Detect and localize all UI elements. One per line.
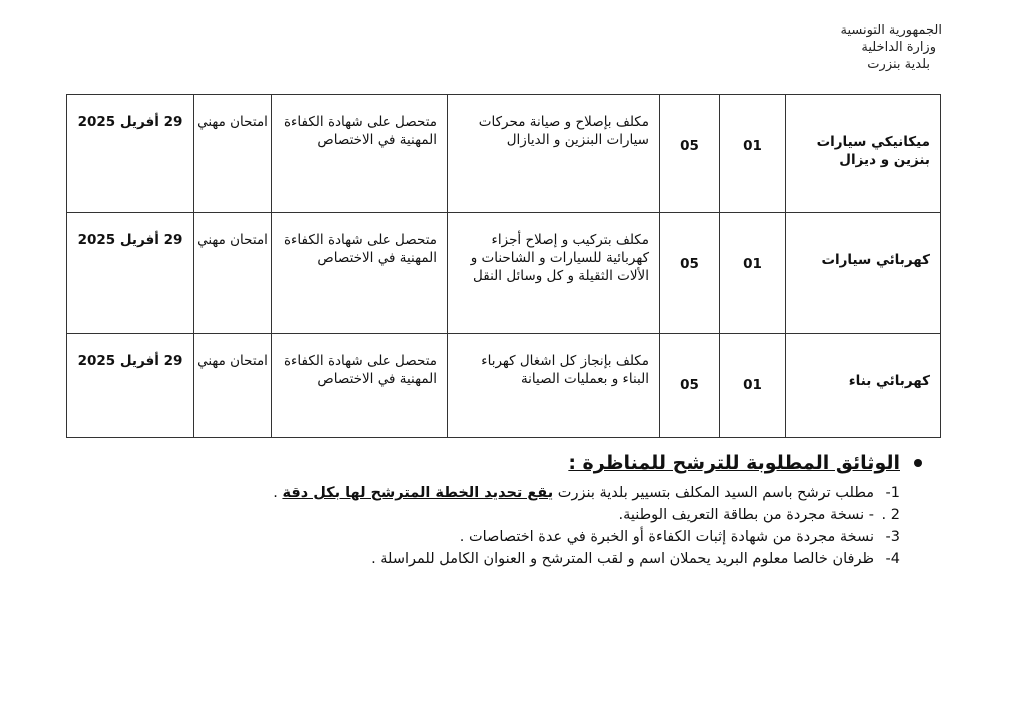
qualification-cell: متحصل على شهادة الكفاءة المهنية في الاختصاص bbox=[272, 213, 448, 334]
date-cell: 29 أفريل 2025 bbox=[67, 213, 194, 334]
grade-cell: 05 bbox=[660, 95, 720, 213]
item-number: 1- bbox=[885, 485, 900, 501]
table-row bbox=[67, 213, 941, 334]
task-cell: مكلف بإنجاز كل اشغال كهرباء البناء و بعمليات الصيانة bbox=[448, 334, 660, 438]
specialty-cell: ميكانيكي سيارات بنزين و ديزال bbox=[786, 95, 941, 213]
item-tail: . bbox=[273, 485, 283, 501]
exam-cell: امتحان مهني bbox=[194, 334, 272, 438]
qualification-cell: متحصل على شهادة الكفاءة المهنية في الاختصاص bbox=[272, 334, 448, 438]
positions-table bbox=[66, 94, 941, 438]
exam-cell: امتحان مهني bbox=[194, 95, 272, 213]
bullet-icon bbox=[914, 459, 922, 467]
item-text: ظرفان خالصا معلوم البريد يحملان اسم و لقب المترشح و العنوان الكامل للمراسلة . bbox=[371, 551, 874, 567]
table-row bbox=[67, 334, 941, 438]
task-cell: مكلف بتركيب و إصلاح أجزاء كهربائية للسيارات و الشاحنات و الألات الثقيلة و كل وسائل النقل bbox=[448, 213, 660, 334]
count-cell: 01 bbox=[720, 334, 786, 438]
item-number: 4- bbox=[885, 551, 900, 567]
count-cell: 01 bbox=[720, 213, 786, 334]
ministry-line: وزارة الداخلية bbox=[861, 40, 936, 55]
republic-line: الجمهورية التونسية bbox=[840, 23, 942, 38]
grade-cell: 05 bbox=[660, 334, 720, 438]
municipality-line: بلدية بنزرت bbox=[867, 57, 930, 72]
item-text: - نسخة مجردة من بطاقة التعريف الوطنية. bbox=[618, 507, 874, 523]
list-item bbox=[280, 548, 900, 570]
item-text: مطلب ترشح باسم السيد المكلف بتسيير بلدية بنزرت bbox=[553, 485, 874, 501]
table-row bbox=[67, 95, 941, 213]
letterhead bbox=[840, 22, 942, 73]
item-number: 3- bbox=[885, 529, 900, 545]
grade-cell: 05 bbox=[660, 213, 720, 334]
documents-title: الوثائق المطلوبة للترشح للمناظرة : bbox=[568, 452, 900, 474]
documents-heading bbox=[280, 452, 900, 474]
task-cell: مكلف بإصلاح و صيانة محركات سيارات البنزين و الديازال bbox=[448, 95, 660, 213]
item-text: نسخة مجردة من شهادة إثبات الكفاءة أو الخبرة في عدة اختصاصات . bbox=[459, 529, 874, 545]
specialty-cell: كهربائي سيارات bbox=[786, 213, 941, 334]
count-cell: 01 bbox=[720, 95, 786, 213]
item-number: 2 . bbox=[881, 507, 900, 523]
item-emphasis: يقع تحديد الخطة المترشح لها بكل دقة bbox=[282, 485, 554, 501]
list-item bbox=[273, 482, 900, 504]
required-documents bbox=[273, 452, 900, 570]
exam-cell: امتحان مهني bbox=[194, 213, 272, 334]
list-item bbox=[280, 526, 900, 548]
list-item bbox=[280, 504, 900, 526]
date-cell: 29 أفريل 2025 bbox=[67, 334, 194, 438]
date-cell: 29 أفريل 2025 bbox=[67, 95, 194, 213]
specialty-cell: كهربائي بناء bbox=[786, 334, 941, 438]
qualification-cell: متحصل على شهادة الكفاءة المهنية في الاختصاص bbox=[272, 95, 448, 213]
